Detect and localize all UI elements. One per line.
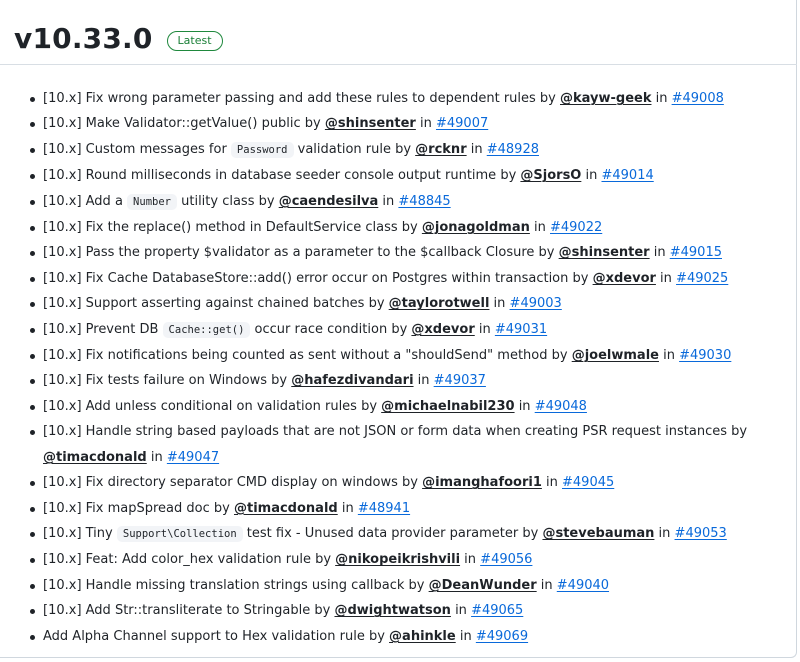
author-link[interactable]: @taylorotwell <box>388 296 490 312</box>
changelog-item <box>43 163 783 188</box>
change-text: validation rule by <box>293 141 416 157</box>
pull-request-link[interactable]: #49022 <box>550 220 603 236</box>
change-text: in <box>450 603 472 619</box>
author-link[interactable]: @hafezdivandari <box>291 373 414 389</box>
change-text: Add Alpha Channel support to Hex validation rule by <box>43 628 390 644</box>
inline-code: Support\Collection <box>117 526 243 542</box>
header-divider <box>0 64 797 65</box>
change-text: [10.x] Fix the replace() method in DefaultService class by <box>43 220 422 236</box>
release-title[interactable]: v10.33.0 <box>14 22 153 55</box>
changelog-item <box>43 137 783 163</box>
pull-request-link[interactable]: #49031 <box>494 321 548 337</box>
changelog-item <box>43 368 783 393</box>
pull-request-link[interactable]: #49003 <box>509 296 562 312</box>
inline-code: Cache::get() <box>163 322 251 338</box>
change-text: [10.x] Fix Cache DatabaseStore::add() error occur on Postgres within transaction by <box>43 270 593 286</box>
change-text: in <box>658 348 680 364</box>
change-text: [10.x] Handle missing translation strings using callback by <box>43 577 429 593</box>
change-text: [10.x] Handle string based payloads that are not JSON or form data when creating PSR request instances by <box>43 424 748 440</box>
pull-request-link[interactable]: #49069 <box>475 628 529 644</box>
release-header <box>14 22 223 55</box>
pull-request-link[interactable]: #48845 <box>398 193 451 209</box>
author-link[interactable]: @kayw-geek <box>560 91 652 106</box>
author-link[interactable]: @SjorsO <box>520 168 582 184</box>
change-text: in <box>146 449 167 465</box>
pull-request-link[interactable]: #49045 <box>562 475 615 491</box>
change-text: in <box>455 628 476 644</box>
pull-request-link[interactable]: #49008 <box>671 91 724 106</box>
change-text: test fix - Unused data provider parameter by <box>242 525 543 541</box>
pull-request-link[interactable]: #49065 <box>471 603 524 619</box>
pull-request-link[interactable]: #49037 <box>433 373 486 389</box>
change-text: [10.x] Custom messages for <box>43 141 231 157</box>
author-link[interactable]: @timacdonald <box>233 500 338 516</box>
author-link[interactable]: @DeanWunder <box>428 577 537 593</box>
changelog-item <box>43 240 783 265</box>
change-text: in <box>460 552 481 568</box>
author-link[interactable]: @jonagoldman <box>421 220 530 236</box>
pull-request-link[interactable]: #49053 <box>674 525 727 541</box>
pull-request-link[interactable]: #49040 <box>556 577 610 593</box>
pull-request-link[interactable]: #49047 <box>166 449 220 465</box>
changelog-item <box>43 215 783 240</box>
change-text: [10.x] Make Validator::getValue() public by <box>43 116 325 132</box>
change-text: [10.x] Add unless conditional on validation rules by <box>43 398 382 414</box>
pull-request-link[interactable]: #49025 <box>676 270 729 286</box>
change-text: [10.x] Fix directory separator CMD display on windows by <box>43 475 423 491</box>
change-text: [10.x] Add Str::transliterate to Stringable by <box>43 603 335 619</box>
changelog-item <box>43 111 783 136</box>
change-text: [10.x] Pass the property $validator as a parameter to the $callback Closure by <box>43 245 559 261</box>
change-text: [10.x] Prevent DB <box>43 321 163 337</box>
changelog-item <box>43 266 783 291</box>
pull-request-link[interactable]: #49056 <box>480 552 533 568</box>
inline-code: Number <box>127 194 177 210</box>
change-text: in <box>529 220 550 236</box>
change-text: in <box>489 296 510 312</box>
pull-request-link[interactable]: #49014 <box>601 168 654 184</box>
changelog-item <box>43 419 783 470</box>
change-text: [10.x] Tiny <box>43 525 117 541</box>
change-text: in <box>466 141 487 157</box>
author-link[interactable]: @ahinkle <box>389 628 456 644</box>
change-text: [10.x] Fix wrong parameter passing and add these rules to dependent rules by <box>43 91 560 106</box>
changelog-item <box>43 547 783 572</box>
change-text: in <box>415 116 436 132</box>
author-link[interactable]: @shinsenter <box>324 116 416 132</box>
change-text: in <box>581 168 602 184</box>
author-link[interactable]: @michaelnabil230 <box>381 398 515 414</box>
change-text: [10.x] Round milliseconds in database seeder console output runtime by <box>43 168 521 184</box>
author-link[interactable]: @rcknr <box>415 141 467 157</box>
change-text: occur race condition by <box>250 321 412 337</box>
changelog-item <box>43 189 783 215</box>
changelog-item <box>43 470 783 495</box>
changelog-item <box>43 291 783 316</box>
changelog-item <box>43 598 783 623</box>
change-text: in <box>514 398 535 414</box>
change-text: in <box>654 525 675 541</box>
author-link[interactable]: @dwightwatson <box>334 603 451 619</box>
author-link[interactable]: @timacdonald <box>43 449 147 465</box>
pull-request-link[interactable]: #48928 <box>486 141 539 157</box>
change-text: in <box>655 270 677 286</box>
inline-code: Password <box>231 142 294 158</box>
change-text: in <box>337 500 358 516</box>
pull-request-link[interactable]: #49007 <box>435 116 489 132</box>
changelog-item <box>43 317 783 343</box>
change-text: [10.x] Support asserting against chained batches by <box>43 296 389 312</box>
author-link[interactable]: @imanghafoori1 <box>422 475 542 491</box>
changelog-item <box>43 343 783 368</box>
author-link[interactable]: @caendesilva <box>278 193 379 209</box>
change-text: in <box>474 321 495 337</box>
changelog-list <box>43 86 783 649</box>
change-text: in <box>536 577 557 593</box>
author-link[interactable]: @xdevor <box>411 321 475 337</box>
change-text: [10.x] Fix tests failure on Windows by <box>43 373 292 389</box>
author-link[interactable]: @joelwmale <box>571 348 659 364</box>
change-text: in <box>413 373 434 389</box>
change-text: in <box>541 475 563 491</box>
pull-request-link[interactable]: #48941 <box>357 500 411 516</box>
author-link[interactable]: @shinsenter <box>558 245 650 261</box>
changelog-item <box>43 624 783 649</box>
changelog-item <box>43 394 783 419</box>
author-link[interactable]: @stevebauman <box>542 525 655 541</box>
changelog-item <box>43 521 783 547</box>
changelog-item <box>43 496 783 521</box>
changelog-item <box>43 86 783 111</box>
change-text: in <box>649 245 670 261</box>
change-text: [10.x] Feat: Add color_hex validation rule by <box>43 552 336 568</box>
changelog-item <box>43 573 783 598</box>
change-text: utility class by <box>176 193 279 209</box>
pull-request-link[interactable]: #49015 <box>669 245 722 261</box>
author-link[interactable]: @nikopeikrishvili <box>335 552 461 568</box>
change-text: [10.x] Fix notifications being counted as sent without a "shouldSend" method by <box>43 348 572 364</box>
pull-request-link[interactable]: #49048 <box>534 398 587 414</box>
change-text: in <box>651 91 672 106</box>
change-text: [10.x] Add a <box>43 193 128 209</box>
pull-request-link[interactable]: #49030 <box>679 348 732 364</box>
author-link[interactable]: @xdevor <box>592 270 656 286</box>
change-text: in <box>378 193 399 209</box>
latest-badge: Latest <box>167 31 223 51</box>
change-text: [10.x] Fix mapSpread doc by <box>43 500 234 516</box>
